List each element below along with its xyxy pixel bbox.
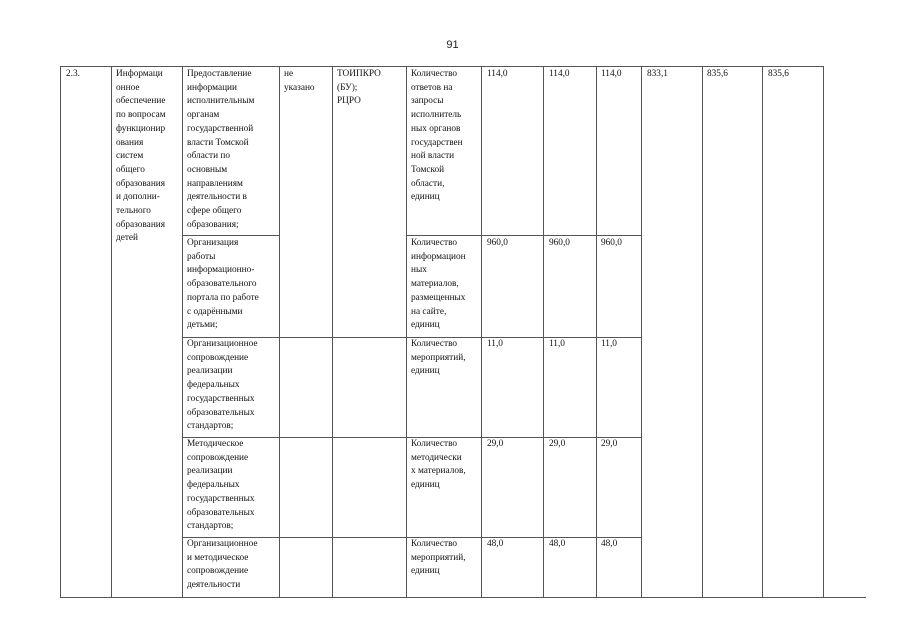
indicator-value: 29,0 bbox=[487, 439, 504, 449]
indicator-value: 114,0 bbox=[601, 69, 622, 79]
indicator-value: 960,0 bbox=[601, 238, 622, 248]
indicator-value: 114,0 bbox=[487, 69, 508, 79]
indicator-value: 29,0 bbox=[601, 439, 618, 449]
activity-text: Организационное сопровождение реализации федеральных государственных образовательных стандартов; bbox=[187, 339, 258, 432]
indicator-value: 114,0 bbox=[549, 69, 570, 79]
indicator-value: 11,0 bbox=[549, 339, 565, 349]
indicator-value: 48,0 bbox=[487, 539, 504, 549]
indicator-value: 11,0 bbox=[487, 339, 503, 349]
activity-text: Предоставление информации исполнительным органам государственной власти Томской области по основным направлениям деятельности в сфере общего образования; bbox=[187, 69, 255, 230]
indicator-value: 48,0 bbox=[549, 539, 566, 549]
funding-value-2: 835,6 bbox=[707, 69, 728, 79]
deadline: не указано bbox=[284, 69, 315, 93]
indicator-text: Количество мероприятий, единиц bbox=[411, 339, 466, 377]
activity-text: Организационное и методическое сопровождение деятельности bbox=[187, 539, 258, 591]
measure-name: Информаци онное обеспечение по вопросам функционир ования систем общего образования и дополни- тельного образования детей bbox=[116, 69, 166, 244]
indicator-text: Количество мероприятий, единиц bbox=[411, 539, 466, 577]
funding-value-3: 835,6 bbox=[768, 69, 789, 79]
indicator-text: Количество методически х материалов, единиц bbox=[411, 439, 466, 491]
funding-value-1: 833,1 bbox=[647, 69, 668, 79]
indicator-text: Количество ответов на запросы исполнитель ных органов государствен ной власти Томской области, единиц bbox=[411, 69, 463, 203]
indicator-value: 11,0 bbox=[601, 339, 617, 349]
executor: ТОИПКРО (БУ); РЦРО bbox=[337, 69, 381, 107]
activity-text: Методическое сопровождение реализации федеральных государственных образовательных стандартов; bbox=[187, 439, 255, 532]
indicator-value: 29,0 bbox=[549, 439, 566, 449]
indicator-value: 960,0 bbox=[549, 238, 570, 248]
page-number: 91 bbox=[446, 39, 459, 51]
activity-text: Организация работы информационно- образовательного портала по работе с одарёнными детьми; bbox=[187, 238, 259, 331]
indicator-value: 48,0 bbox=[601, 539, 618, 549]
indicator-value: 960,0 bbox=[487, 238, 508, 248]
row-number: 2.3. bbox=[66, 69, 80, 79]
indicator-text: Количество информацион ных материалов, размещенных на сайте, единиц bbox=[411, 238, 466, 331]
